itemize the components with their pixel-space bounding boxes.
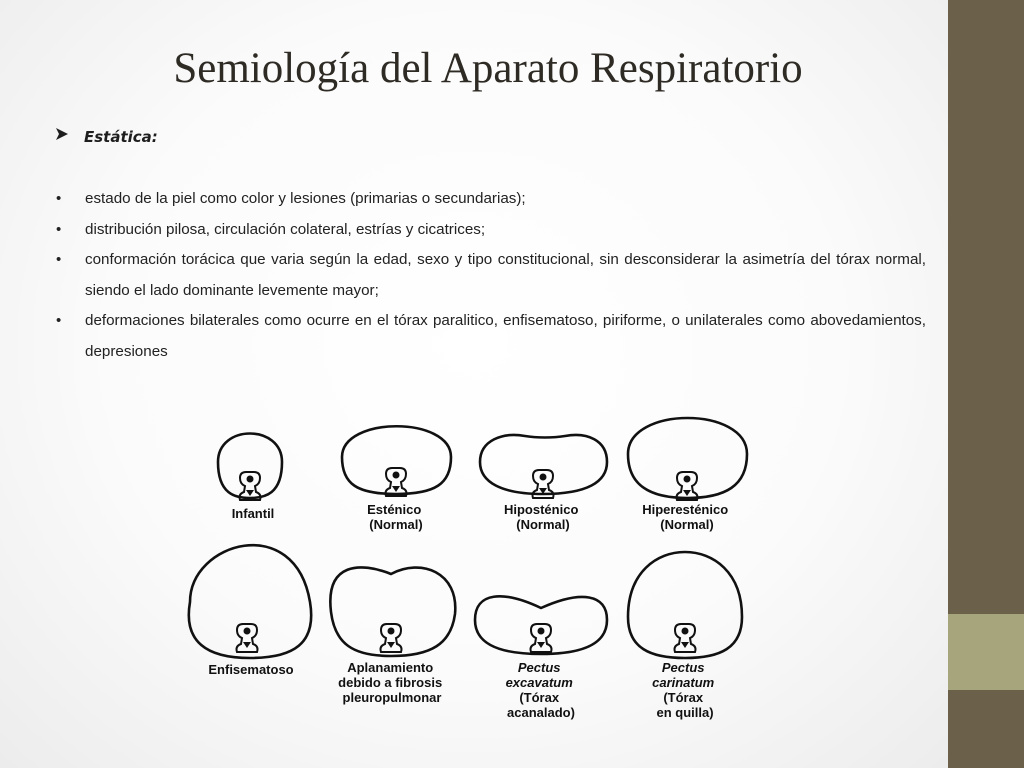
arrow-bullet-icon: [54, 126, 76, 146]
thorax-shapes-figure: [185, 402, 755, 732]
thorax-infantil-shape: [218, 434, 282, 499]
bullet-dot-icon: •: [56, 312, 62, 329]
bullet-dot-icon: •: [56, 190, 62, 207]
thorax-hipostenico-shape: [480, 435, 607, 494]
section-heading-label: Estática:: [84, 128, 158, 146]
bullet-list: [54, 184, 926, 367]
thorax-enfisematoso-shape: [189, 545, 311, 658]
caption-hipostenico: Hiposténico (Normal): [503, 502, 579, 532]
bullet-dot-icon: •: [56, 251, 62, 268]
caption-infantil: Infantil: [231, 506, 275, 521]
thorax-estenico-shape: [342, 426, 451, 494]
list-item: [54, 215, 926, 246]
bullet-text: estado de la piel como color y lesiones (primarias o secundarias);: [85, 190, 526, 207]
slide-title: Semiología del Aparato Respiratorio: [173, 45, 803, 92]
caption-pectus-carinatum: Pectus carinatum (Tórax en quilla): [652, 660, 715, 720]
bullet-text: distribución pilosa, circulación colateral, estrías y cicatrices;: [85, 220, 486, 238]
sidebar-accent-band: [948, 614, 1024, 690]
caption-hiperestenico: Hiperesténico (Normal): [642, 502, 729, 532]
bullet-text: deformaciones bilaterales como ocurre en el tórax paralitico, enfisematoso, piriforme, o unilaterales como abovedamientos, depresiones: [85, 312, 926, 360]
caption-pectus-excavatum: Pectus excavatum (Tórax acanalado): [505, 660, 575, 720]
thorax-hiperestenico-shape: [628, 418, 747, 498]
caption-estenico: Esténico (Normal): [367, 502, 423, 532]
caption-enfisematoso: Enfisematoso: [208, 662, 294, 677]
caption-aplanamiento: Aplanamiento debido a fibrosis pleuropulmonar: [338, 660, 443, 705]
list-item: [54, 306, 926, 367]
list-item: [54, 245, 926, 306]
list-item: [54, 184, 926, 215]
bullet-text: conformación torácica que varia según la edad, sexo y tipo constitucional, sin desconsiderar la asimetría del tórax normal, siendo el lado dominante levemente mayor;: [85, 251, 926, 299]
section-heading: [54, 126, 158, 146]
bullet-dot-icon: •: [56, 220, 62, 238]
